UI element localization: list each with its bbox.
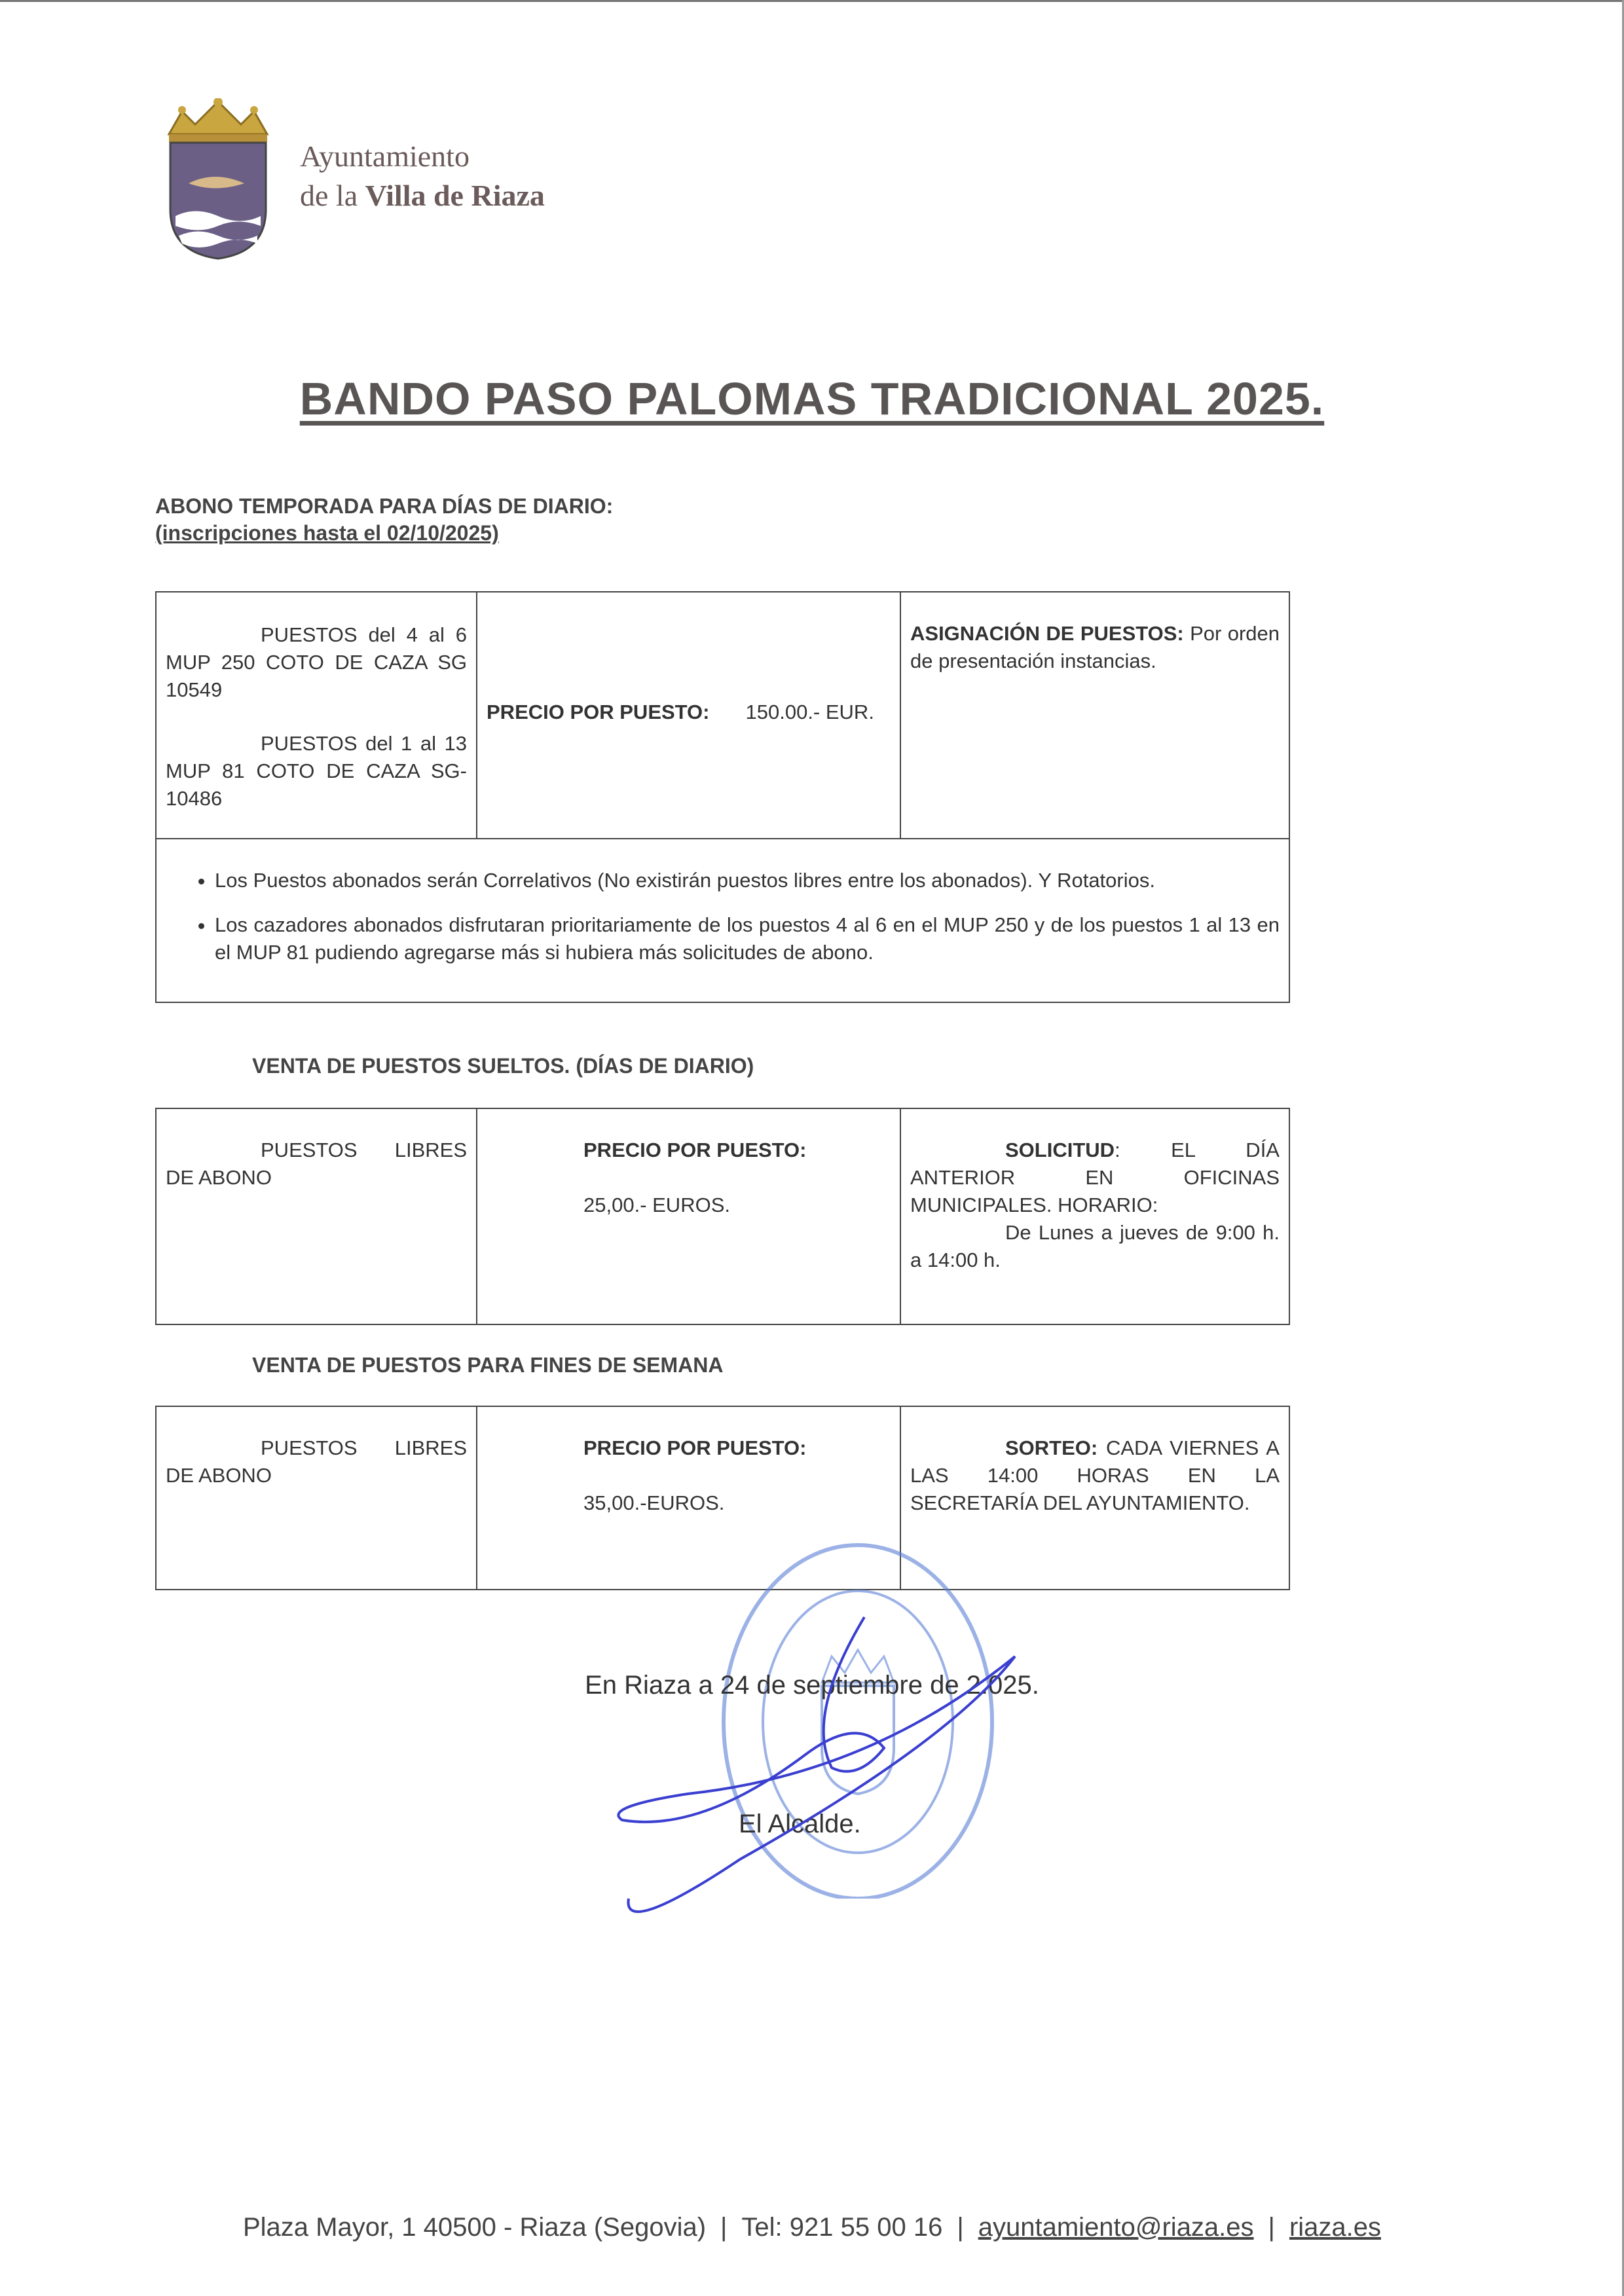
price-label: PRECIO POR PUESTO: (583, 1139, 807, 1161)
draw-body: CADA VIERNES A LAS 14:00 HORAS EN LA SECRETARÍA DEL AYUNTAMIENTO. (910, 1436, 1280, 1514)
coat-of-arms-logo (162, 98, 274, 262)
page-title: BANDO PASO PALOMAS TRADICIONAL 2025. (299, 373, 1325, 424)
price-value: 25,00.- EUROS. (583, 1194, 730, 1216)
assignment-text: Por orden de presentación instancias. (910, 622, 1280, 672)
condition-item: • Los cazadores abonados disfrutaran prioritariamente de los puestos 4 al 6 en el MUP 250 y de los puestos 1 al 13 en el MUP 81 pudiendo agregarse más si hubiera más solicitudes de abono. (215, 911, 1280, 966)
request-hours: De Lunes a jueves de 9:00 h. a 14:00 h. (910, 1221, 1280, 1271)
org-prefix: de la (300, 179, 365, 212)
section2-heading: VENTA DE PUESTOS SUELTOS. (DÍAS DE DIARIO) (252, 1054, 754, 1078)
draw-label: SORTEO: (1005, 1436, 1098, 1459)
divider: | (957, 2213, 964, 2242)
conditions-list (166, 867, 1280, 966)
footer-phone: Tel: 921 55 00 16 (741, 2213, 943, 2242)
stands-cell (156, 592, 477, 839)
request-text (910, 1137, 1280, 1219)
section1-subheading: (inscripciones hasta el 02/10/2025) (155, 521, 499, 545)
price-value: 35,00.-EUROS. (583, 1491, 725, 1514)
request-label: SOLICITUD (1005, 1139, 1115, 1161)
footer (0, 2212, 1624, 2243)
conditions-cell (156, 839, 1289, 1002)
footer-email-link[interactable]: ayuntamiento@riaza.es (978, 2213, 1254, 2242)
price-label: PRECIO POR PUESTO: (583, 1436, 807, 1459)
org-name-line2 (300, 178, 545, 213)
document-body (155, 494, 1289, 1590)
stands-mup250: PUESTOS del 4 al 6 MUP 250 COTO DE CAZA SG 10549 (166, 623, 467, 701)
section3-heading: VENTA DE PUESTOS PARA FINES DE SEMANA (252, 1353, 724, 1377)
season-pass-table (155, 591, 1290, 1003)
assignment-label: ASIGNACIÓN DE PUESTOS: (910, 622, 1184, 645)
signature (609, 1584, 1067, 1951)
org-villa: Villa de Riaza (365, 179, 545, 212)
price-label: PRECIO POR PUESTO: (487, 700, 710, 723)
price-cell (477, 592, 900, 839)
condition-item: • Los Puestos abonados serán Correlativos (No existirán puestos libres entre los abonados). Y Rotatorios. (215, 867, 1280, 894)
stands-text: PUESTOS LIBRES DE ABONO (166, 1139, 467, 1189)
divider: | (720, 2213, 728, 2242)
stands-mup81: PUESTOS del 1 al 13 MUP 81 COTO DE CAZA SG-10486 (166, 732, 467, 810)
date-line: En Riaza a 24 de septiembre de 2.025. (585, 1671, 1039, 1700)
footer-address: Plaza Mayor, 1 40500 - Riaza (Segovia) (242, 2213, 707, 2242)
assignment-cell (900, 592, 1289, 839)
stands-text: PUESTOS LIBRES DE ABONO (166, 1436, 467, 1487)
request-cell (900, 1108, 1289, 1324)
org-name-line1: Ayuntamiento (300, 139, 470, 173)
stands-cell (156, 1108, 477, 1324)
section1-heading: ABONO TEMPORADA PARA DÍAS DE DIARIO: (155, 494, 614, 518)
page-top-border (0, 0, 1624, 2)
stands-cell (156, 1406, 477, 1590)
divider: | (1268, 2213, 1275, 2242)
signer-title: El Alcalde. (739, 1810, 861, 1838)
footer-web-link[interactable]: riaza.es (1289, 2213, 1381, 2242)
request-body: : EL DÍA ANTERIOR EN OFICINAS MUNICIPALES. HORARIO: (910, 1139, 1280, 1216)
price-value: 150.00.- EUR. (745, 700, 874, 723)
price-cell (477, 1108, 900, 1324)
single-stands-table (155, 1108, 1290, 1325)
draw-text (910, 1434, 1280, 1517)
